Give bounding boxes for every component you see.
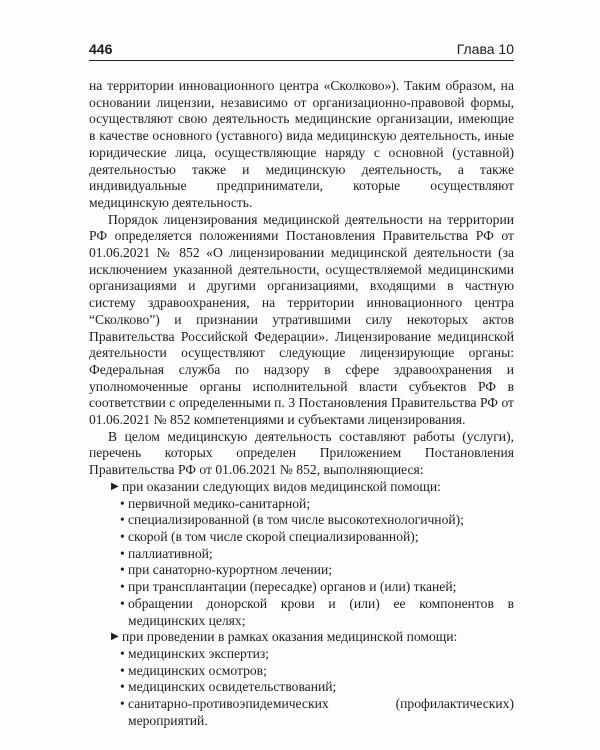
list-item: • при трансплантации (пересадке) органов и (или) тканей; bbox=[120, 579, 457, 595]
triangle-bullet-icon: ▶ bbox=[111, 631, 119, 643]
bullet-icon: • bbox=[120, 495, 125, 511]
body-text bbox=[89, 78, 514, 729]
list-item: • медицинских осмотров; bbox=[120, 662, 267, 678]
list-item: • первичной медико-санитарной; bbox=[120, 495, 311, 511]
bullet-icon: • bbox=[120, 595, 125, 611]
list-item: • паллиативной; bbox=[120, 545, 213, 561]
bullet-icon: • bbox=[120, 679, 125, 695]
bullet-icon: • bbox=[120, 662, 125, 678]
triangle-bullet-icon: ▶ bbox=[111, 480, 119, 492]
page-number: 446 bbox=[89, 41, 113, 57]
paragraph-2: Порядок лицензирования медицинской деятельности на территории РФ определяется положениями Постановления Правительства РФ от 01.06.2021 № 852 «О лицензировании медицинской деятельности (за исключением указанной деятельности, осуществляемой медицинскими организациями и другими организациями, входящими в частную систему здравоохранения, на территории инновационного центра “Сколково”) и признании утратившими силу некоторых актов Правительства Российской Федерации». Лицензирование медицинской деятельности осуществляют следующие лицензирующие органы: Федеральная служба по надзору в сфере здравоохранения и уполномоченные органы исполнительной власти субъектов РФ в соответствии с определенными п. 3 Постановления Правительства РФ от 01.06.2021 № 852 компетенциями и субъектами лицензирования. bbox=[89, 211, 514, 428]
bullet-icon: • bbox=[120, 512, 125, 528]
list-item: • обращении донорской крови и (или) ее компонентов в медицинских целях; bbox=[120, 595, 514, 628]
bullet-icon: • bbox=[120, 562, 125, 578]
list-item: • медицинских экспертиз; bbox=[120, 645, 270, 661]
bullet-icon: • bbox=[120, 645, 125, 661]
chapter-title: Глава 10 bbox=[456, 41, 514, 57]
paragraph-3: В целом медицинскую деятельность составляют работы (услуги), перечень которых определен Приложением Постановления Правительства РФ от 01.06.2021 № 852, выполняющиеся: bbox=[89, 428, 514, 478]
running-header bbox=[89, 40, 514, 61]
list-item: • специализированной (в том числе высокотехнологичной); bbox=[120, 512, 464, 528]
list-item: • санитарно-противоэпидемических (профилактических) мероприятий. bbox=[120, 696, 514, 728]
bullet-icon: • bbox=[120, 579, 125, 595]
paragraph-1: на территории инновационного центра «Сколково»). Таким образом, на основании лицензии, независимо от организационно-правовой формы, осуществляют свою деятельность медицинские организации, имеющие в качестве основного (уставного) вида медицинскую деятельность, иные юридические лица, осуществляющие наряду с основной (уставной) деятельностью также и медицинскую деятельность, а также индивидуальные предприниматели, которые осуществляют медицинскую деятельность. bbox=[89, 78, 514, 210]
list-heading-medical-care: ▶ при оказании следующих видов медицинской помощи: bbox=[111, 478, 441, 494]
bullet-icon: • bbox=[120, 528, 125, 544]
bullet-icon: • bbox=[120, 545, 125, 561]
list-item: • при санаторно-курортном лечении; bbox=[120, 562, 333, 578]
list-item: • скорой (в том числе скорой специализированной); bbox=[120, 528, 419, 544]
list-item: • медицинских освидетельствований; bbox=[120, 679, 337, 695]
bullet-icon: • bbox=[120, 696, 125, 712]
list-heading-within-care: ▶ при проведении в рамках оказания медицинской помощи: bbox=[111, 629, 458, 645]
